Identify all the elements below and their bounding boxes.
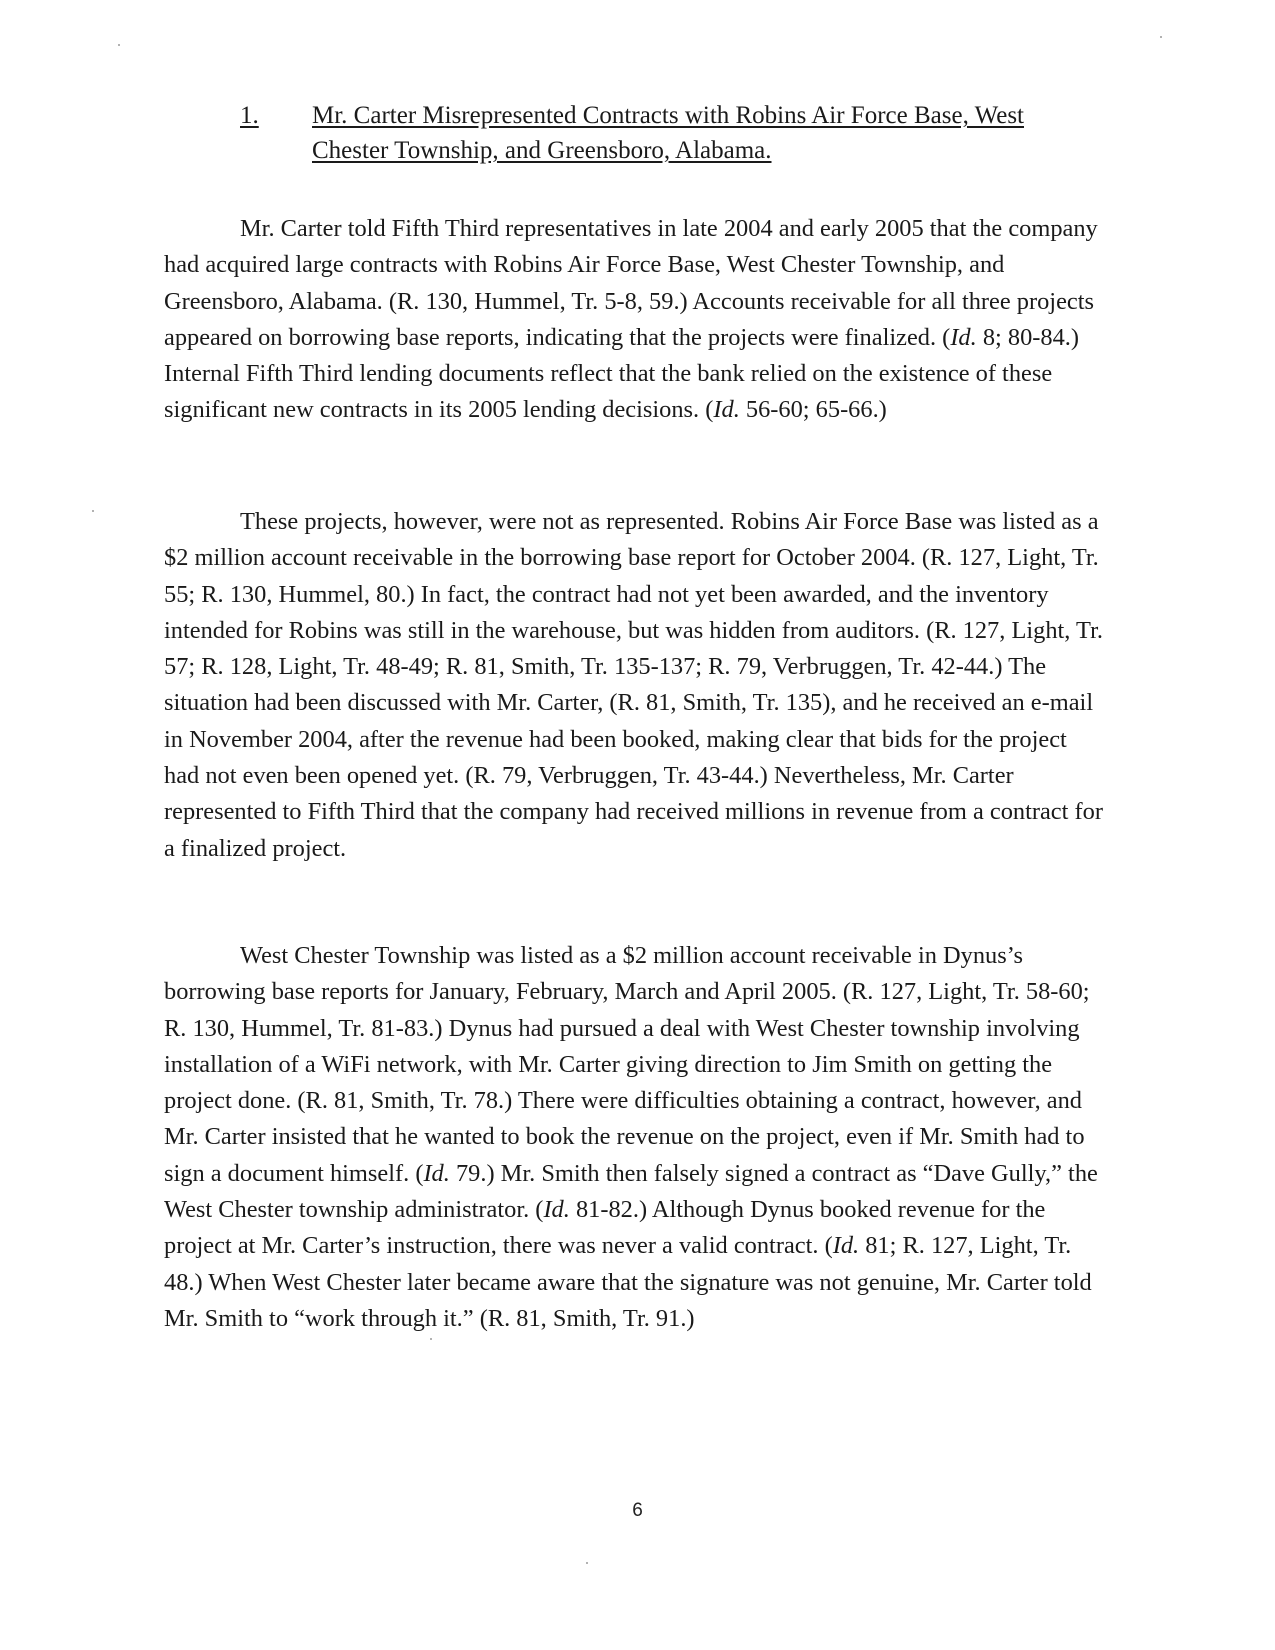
paragraph-contracts-overview bbox=[164, 211, 1106, 429]
paragraph-text: 56-60; 65-66.) bbox=[739, 396, 887, 424]
citation-id: Id. bbox=[713, 396, 740, 424]
citation-id: Id. bbox=[832, 1232, 860, 1260]
scan-speck bbox=[430, 1338, 432, 1340]
paragraph-west-chester-township bbox=[164, 938, 1106, 1337]
section-title: Mr. Carter Misrepresented Contracts with Robins Air Force Base, West Chester Township, and Greensboro, Alabama. bbox=[312, 102, 1024, 164]
paragraph-text: 8; 80-84.) Internal Fifth Third lending documents reflect that the bank relied on the existence of these significant new contracts in its 2005 lending decisions. ( bbox=[164, 323, 1080, 424]
paragraph-text: 81; R. 127, Light, Tr. 48.) When West Chester later became aware that the signature was not genuine, Mr. Carter told Mr. Smith to “work through it.” (R. 81, Smith, Tr. 91.) bbox=[164, 1232, 1092, 1332]
paragraph-text: 79.) Mr. Smith then falsely signed a contract as “Dave Gully,” the West Chester township administrator. ( bbox=[164, 1159, 1098, 1224]
scan-speck bbox=[1160, 36, 1162, 38]
scan-speck bbox=[586, 1562, 588, 1564]
scan-speck bbox=[92, 510, 94, 512]
page-number: 6 bbox=[632, 1500, 643, 1521]
citation-id: Id. bbox=[423, 1159, 450, 1187]
citation-id: Id. bbox=[543, 1196, 570, 1224]
paragraph-text: 81-82.) Although Dynus booked revenue for the project at Mr. Carter’s instruction, there was never a valid contract. ( bbox=[164, 1196, 1046, 1260]
paragraph-text: West Chester Township was listed as a $2 million account receivable in Dynus’s borrowing base reports for January, February, March and April 2005. (R. 127, Light, Tr. 58-60; R. 130, Hummel, Tr. 81-83.) Dynus had pursued a deal with West Chester township involving installation of a WiFi network, with Mr. Carter giving direction to Jim Smith on getting the project done. (R. 81, Smith, Tr. 78.) There were difficulties obtaining a contract, however, and Mr. Carter insisted that he wanted to book the revenue on the project, even if Mr. Smith had to sign a document himself. ( bbox=[164, 942, 1090, 1187]
scan-speck bbox=[118, 44, 120, 46]
citation-id: Id. bbox=[950, 323, 977, 351]
paragraph-text: Mr. Carter told Fifth Third representatives in late 2004 and early 2005 that the company had acquired large contracts with Robins Air Force Base, West Chester Township, and Greensboro, Alabama. (R. 130, Hummel, Tr. 5-8, 59.) Accounts receivable for all three projects appeared on borrowing base reports, indicating that the projects were finalized. ( bbox=[164, 215, 1098, 351]
paragraph-text: These projects, however, were not as represented. Robins Air Force Base was listed as a $2 million account receivable in the borrowing base report for October 2004. (R. 127, Light, Tr. 55; R. 130, Hummel, 80.) In fact, the contract had not yet been awarded, and the inventory intended for Robins was still in the warehouse, but was hidden from auditors. (R. 127, Light, Tr. 57; R. 128, Light, Tr. 48-49; R. 81, Smith, Tr. 135-137; R. 79, Verbruggen, Tr. 42-44.) The situation had been discussed with Mr. Carter, (R. 81, Smith, Tr. 135), and he received an e-mail in November 2004, after the revenue had been booked, making clear that bids for the project had not even been opened yet. (R. 79, Verbruggen, Tr. 43-44.) Nevertheless, Mr. Carter represented to Fifth Third that the company had received millions in revenue from a contract for a finalized project. bbox=[164, 508, 1103, 862]
section-number: 1. bbox=[240, 102, 259, 129]
paragraph-robins-air-force-base bbox=[164, 504, 1106, 867]
